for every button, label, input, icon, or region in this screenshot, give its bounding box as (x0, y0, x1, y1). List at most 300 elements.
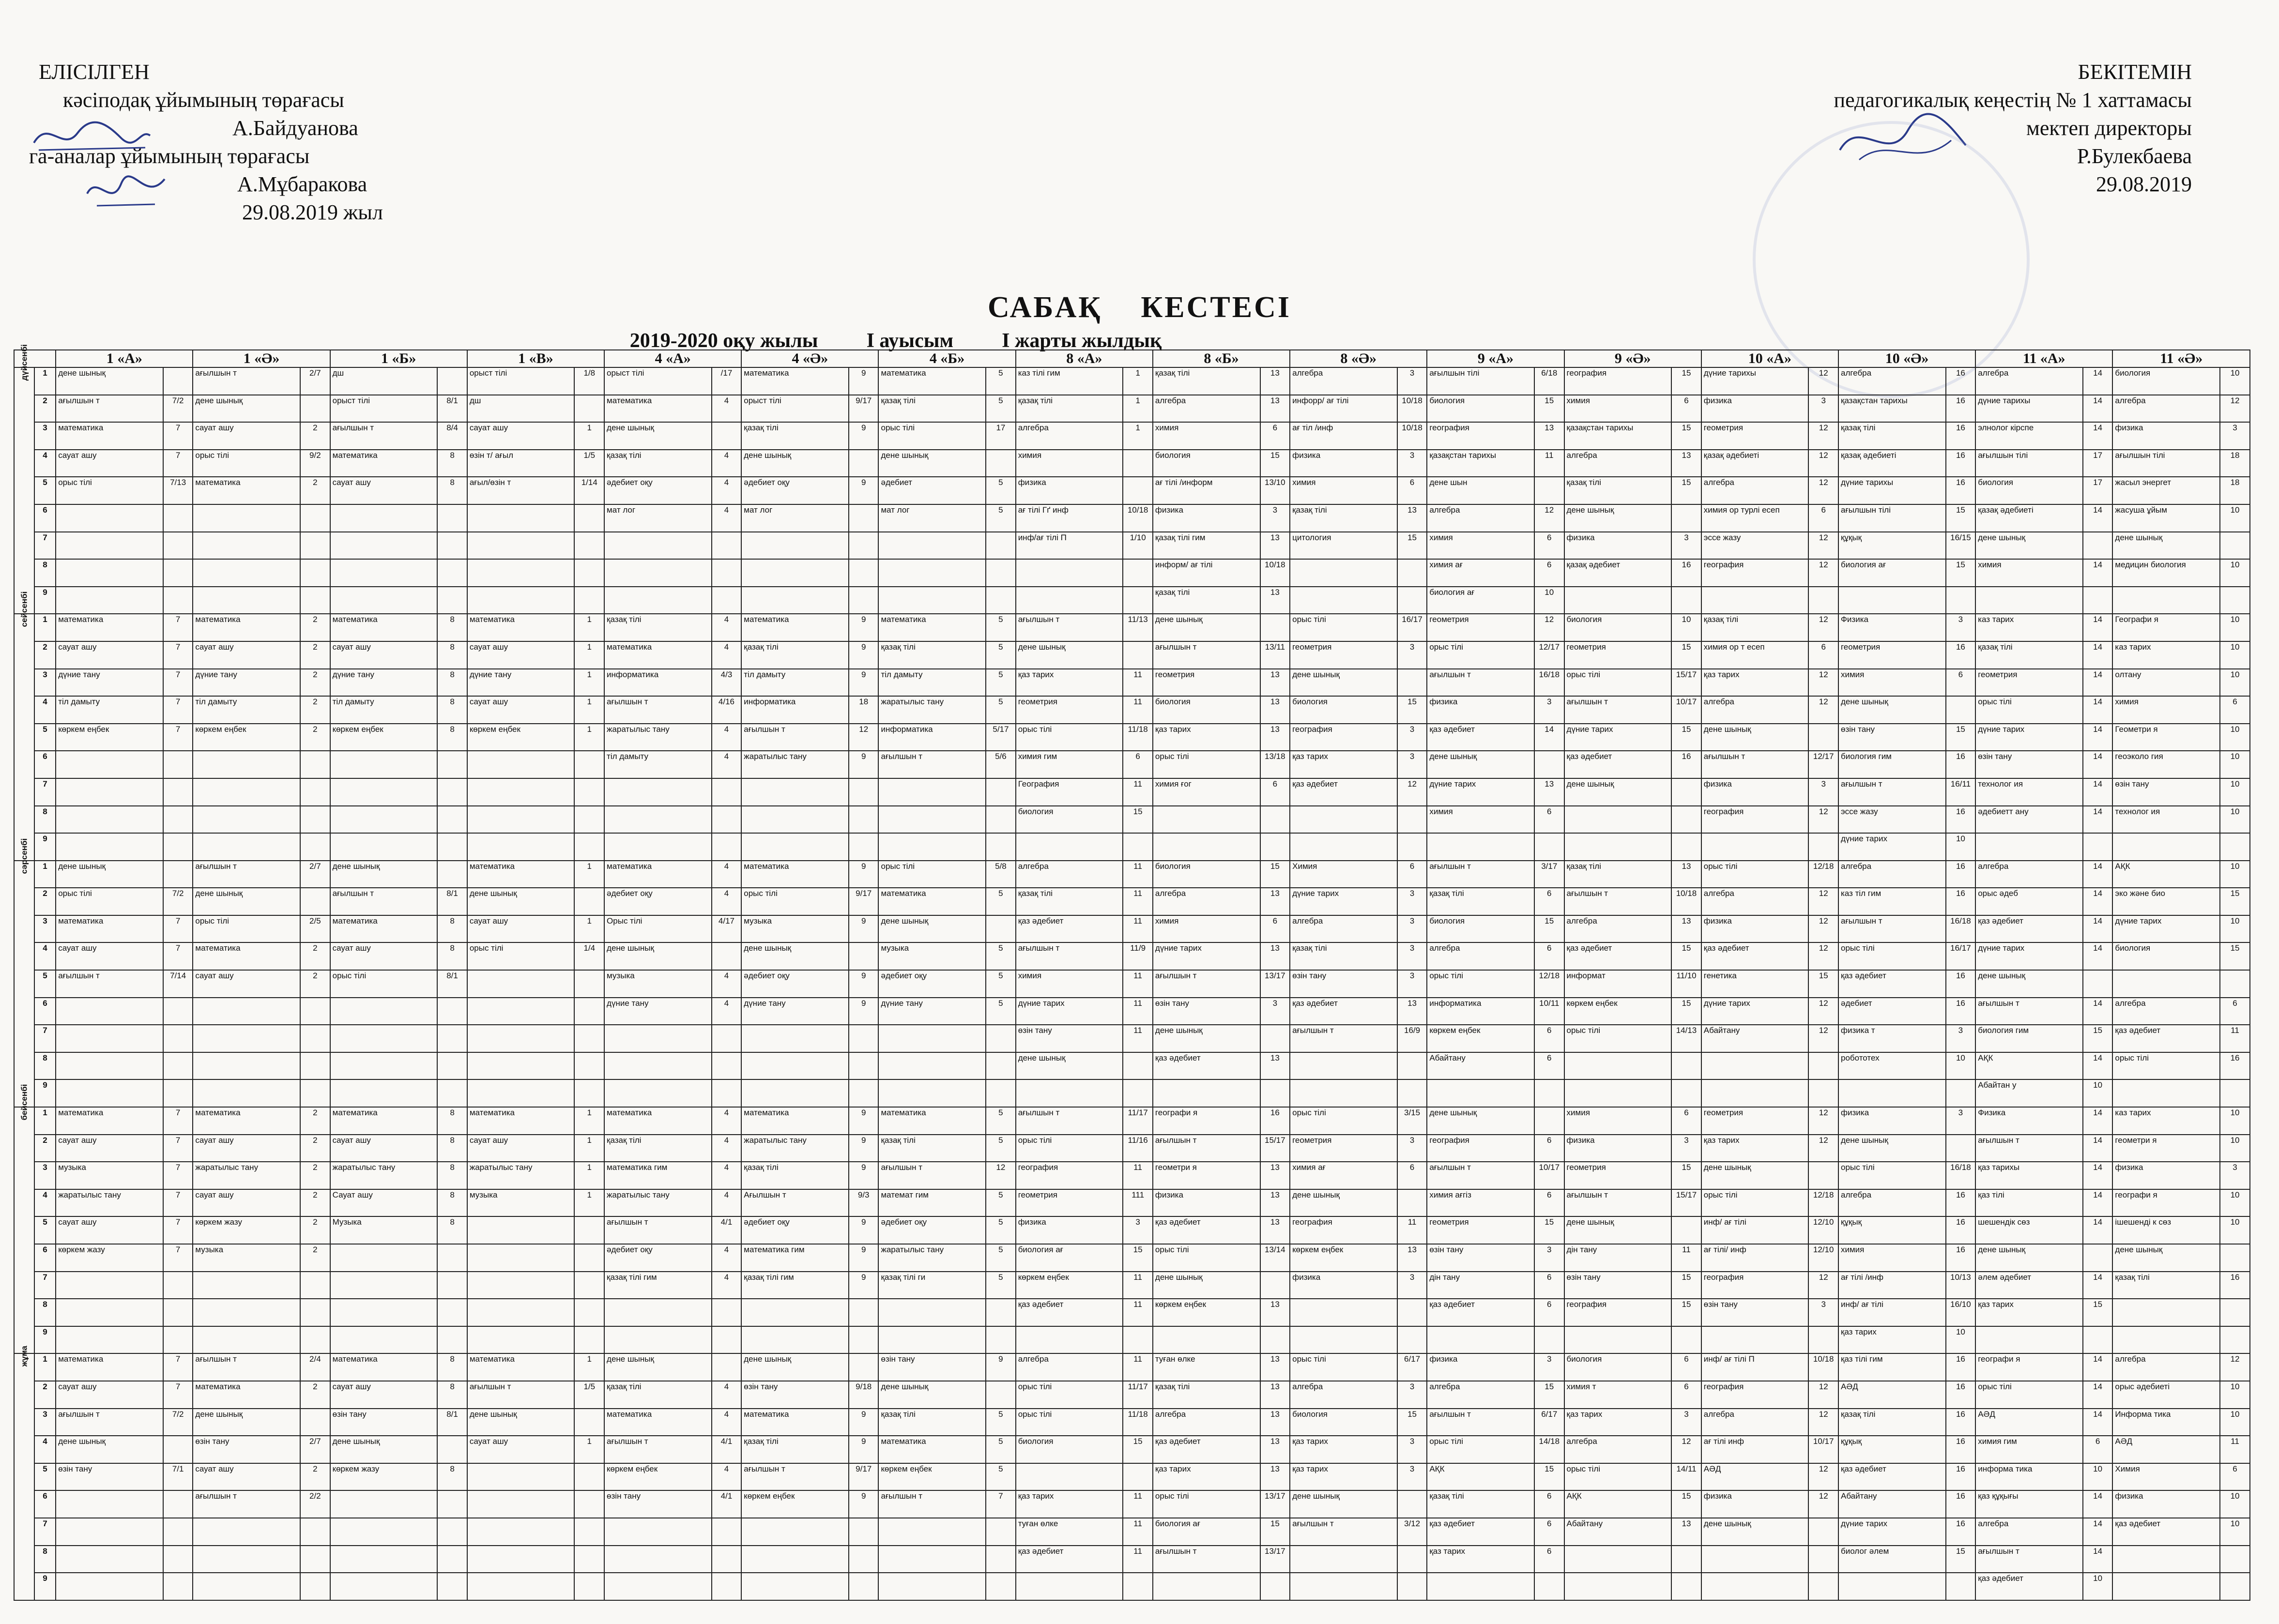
lesson-number: 5 (34, 1216, 56, 1244)
lesson-number: 4 (34, 1189, 56, 1217)
room-cell: 3 (1397, 724, 1427, 751)
room-cell: 15 (1671, 367, 1701, 395)
subject-cell: химия (1564, 1107, 1672, 1135)
subject-cell (741, 806, 849, 834)
subject-cell: география (1290, 1216, 1397, 1244)
room-cell: 13 (1260, 696, 1290, 724)
room-cell: 10 (2083, 1463, 2113, 1491)
subject-cell: Физика (1975, 1107, 2083, 1135)
subject-cell: қаз әдебиет (1838, 970, 1946, 998)
room-cell: 12 (1808, 477, 1838, 504)
subject-cell: ағылшын т (330, 422, 438, 450)
room-cell (300, 1546, 330, 1573)
subject-cell: сауат ашу (330, 942, 438, 970)
room-cell: 13 (1260, 1052, 1290, 1080)
room-cell: 1 (574, 1436, 604, 1463)
room-cell (1808, 1326, 1838, 1354)
lesson-number: 9 (34, 1573, 56, 1600)
subject-cell: биология (1564, 1353, 1672, 1381)
room-cell: 8 (437, 696, 467, 724)
subject-cell (1153, 1326, 1260, 1354)
room-cell: 2 (300, 942, 330, 970)
subject-cell: қазақ тілі (1427, 1490, 1534, 1518)
room-cell: 4 (712, 998, 742, 1025)
room-cell: 16 (1946, 1490, 1976, 1518)
room-cell: 16 (1260, 1107, 1290, 1135)
subject-cell: дене шынық (56, 861, 163, 888)
subject-cell: математика (741, 367, 849, 395)
subject-cell: биология ағ (1016, 1244, 1123, 1272)
room-cell: 3 (1397, 1381, 1427, 1409)
room-cell: 7 (163, 1244, 193, 1272)
room-cell: 16 (1946, 888, 1976, 915)
room-cell (437, 367, 467, 395)
subject-cell: физика (1701, 1490, 1809, 1518)
subject-cell: математика (741, 1107, 849, 1135)
subject-cell: химия ғог (1153, 778, 1260, 806)
subject-cell: ағылшын т (1564, 696, 1672, 724)
subject-cell: ағылшын т (604, 1436, 712, 1463)
room-cell: 13/18 (1260, 751, 1290, 778)
room-cell: 8 (437, 1162, 467, 1189)
room-cell: 14/11 (1671, 1463, 1701, 1491)
room-cell: 7 (163, 696, 193, 724)
room-cell: 7 (163, 1381, 193, 1409)
room-cell: 12 (2220, 1353, 2250, 1381)
subject-cell: информатика (604, 669, 712, 697)
subject-cell: орыс тілі (330, 970, 438, 998)
room-cell: 9 (849, 915, 879, 943)
subject-cell: мат лог (741, 504, 849, 532)
room-cell: 1 (574, 641, 604, 669)
room-cell: 16 (1946, 806, 1976, 834)
subject-cell (604, 1052, 712, 1080)
room-cell: 3 (2220, 1162, 2250, 1189)
room-cell: 14 (2083, 1189, 2113, 1217)
room-cell: 8 (437, 614, 467, 641)
room-cell: 3/17 (1534, 861, 1564, 888)
room-cell (574, 1463, 604, 1491)
room-cell: 10/18 (1397, 422, 1427, 450)
subject-cell: алгебра (1427, 942, 1534, 970)
room-cell: 1 (574, 1107, 604, 1135)
subject-cell (330, 1518, 438, 1546)
subject-cell: дене шынық (741, 450, 849, 477)
subject-cell: орыс тілі (467, 942, 575, 970)
subject-cell: дүние тарих (1975, 942, 2083, 970)
room-cell: 5 (986, 1189, 1016, 1217)
room-cell: 11 (1123, 1353, 1153, 1381)
subject-cell (2112, 1299, 2220, 1326)
room-cell: 16 (1946, 998, 1976, 1025)
subject-cell: математика (878, 1107, 986, 1135)
room-cell (849, 1573, 879, 1600)
subject-cell: тіл дамыту (330, 696, 438, 724)
subject-cell: алгебра (1838, 367, 1946, 395)
subject-cell: ағылшын т (1290, 1025, 1397, 1052)
room-cell: 10/18 (1808, 1353, 1838, 1381)
subject-cell: ағылшын тілі (1427, 367, 1534, 395)
subject-cell: дүние тану (604, 998, 712, 1025)
subject-cell (878, 1299, 986, 1326)
subject-cell (56, 751, 163, 778)
subject-cell: көркем еңбек (1427, 1025, 1534, 1052)
lesson-row (14, 1025, 2250, 1052)
room-cell (163, 1490, 193, 1518)
room-cell (986, 833, 1016, 861)
subject-cell (330, 806, 438, 834)
room-cell: 15 (1534, 1216, 1564, 1244)
room-cell: 9 (986, 1353, 1016, 1381)
subject-cell: дене шынық (1153, 1272, 1260, 1299)
room-cell: 12/17 (1808, 751, 1838, 778)
room-cell: 12 (1808, 532, 1838, 560)
room-cell (574, 1025, 604, 1052)
subject-cell: дене шынық (467, 888, 575, 915)
subject-cell: каз тіл гим (1838, 888, 1946, 915)
room-cell (712, 1079, 742, 1107)
room-cell (712, 1573, 742, 1600)
subject-cell: ағылшын т (1016, 1107, 1123, 1135)
subject-cell (878, 1546, 986, 1573)
subject-cell (741, 1079, 849, 1107)
subject-cell: ағылшын т (193, 1353, 300, 1381)
lesson-row (14, 1546, 2250, 1573)
subject-cell: генетика (1701, 970, 1809, 998)
subject-cell: дене шынық (1975, 1244, 2083, 1272)
room-cell: 7 (163, 422, 193, 450)
lesson-number: 6 (34, 1244, 56, 1272)
room-cell (2220, 1079, 2250, 1107)
room-cell (1534, 1107, 1564, 1135)
room-cell (1946, 1079, 1976, 1107)
subject-cell: биология (1427, 915, 1534, 943)
room-cell (1534, 1079, 1564, 1107)
subject-cell: қаз тарих (1701, 1135, 1809, 1162)
subject-cell: сауат ашу (193, 1463, 300, 1491)
room-cell: 3 (1534, 1244, 1564, 1272)
day-name: сейсенбі (19, 592, 29, 627)
subject-cell: АҚК (1564, 1490, 1672, 1518)
room-cell (437, 532, 467, 560)
subject-cell: химия гим (1975, 1436, 2083, 1463)
room-cell: 14 (1534, 724, 1564, 751)
subject-cell: қаз тарих (1838, 1326, 1946, 1354)
subject-cell: орыст тілі (330, 395, 438, 423)
room-cell (1397, 669, 1427, 697)
subject-cell: алгебра (1290, 915, 1397, 943)
subject-cell: Абайтану (1838, 1490, 1946, 1518)
room-cell: 17 (2083, 477, 2113, 504)
subject-cell: қаз әдебиет (1975, 1573, 2083, 1600)
subject-cell: қазақ тілі (1016, 888, 1123, 915)
subject-cell (2112, 587, 2220, 614)
room-cell: 4 (712, 641, 742, 669)
subject-cell: жасыл энергет (2112, 477, 2220, 504)
subject-cell (56, 806, 163, 834)
subject-cell (741, 559, 849, 587)
room-cell: 3 (1397, 1463, 1427, 1491)
room-cell: 6/17 (1397, 1353, 1427, 1381)
room-cell (849, 532, 879, 560)
subject-cell: өзін тану (1975, 751, 2083, 778)
subject-cell: дүние тану (741, 998, 849, 1025)
lesson-row (14, 724, 2250, 751)
room-cell (300, 751, 330, 778)
room-cell (712, 806, 742, 834)
room-cell: 5 (986, 1409, 1016, 1436)
room-cell: 6 (1534, 1135, 1564, 1162)
subject-cell: ағылшын т (193, 1490, 300, 1518)
room-cell (574, 587, 604, 614)
lesson-number: 7 (34, 778, 56, 806)
subject-cell: әдебиет (878, 477, 986, 504)
subject-cell: Химия (2112, 1463, 2220, 1491)
subject-cell: ағ тілі /информ (1153, 477, 1260, 504)
subject-cell: ағылшын т (878, 1162, 986, 1189)
subject-cell: география (1701, 1272, 1809, 1299)
lesson-number: 2 (34, 395, 56, 423)
room-cell (163, 532, 193, 560)
room-cell (1534, 477, 1564, 504)
room-cell: 15 (2220, 888, 2250, 915)
subject-cell (193, 587, 300, 614)
room-cell: 13 (1260, 1216, 1290, 1244)
room-cell (849, 450, 879, 477)
subject-cell: музыка (878, 942, 986, 970)
room-cell: 14 (2083, 751, 2113, 778)
subject-cell (193, 504, 300, 532)
room-cell: 6 (1671, 395, 1701, 423)
subject-cell (467, 1079, 575, 1107)
room-cell: 8/1 (437, 1409, 467, 1436)
subject-cell: алгебра (1564, 1436, 1672, 1463)
subject-cell: ағ тілі /инф (1838, 1272, 1946, 1299)
subject-cell: алгебра (1153, 395, 1260, 423)
subject-cell: алгебра (2112, 1353, 2220, 1381)
subject-cell (1701, 587, 1809, 614)
subject-cell: қаз әдебиет (1975, 915, 2083, 943)
subject-cell (1564, 1052, 1672, 1080)
subject-cell: физика (1153, 1189, 1260, 1217)
subject-cell: математика (741, 1409, 849, 1436)
room-cell: 7 (163, 641, 193, 669)
subject-cell (193, 998, 300, 1025)
room-cell: 4 (712, 1244, 742, 1272)
subject-cell: орыс тілі (1564, 669, 1672, 697)
lesson-number: 7 (34, 1272, 56, 1299)
room-cell: 9 (849, 422, 879, 450)
subject-cell: орыс тілі (1290, 614, 1397, 641)
room-cell: 12 (1808, 614, 1838, 641)
subject-cell (467, 587, 575, 614)
subject-cell (56, 587, 163, 614)
room-cell (300, 1326, 330, 1354)
room-cell (1397, 1189, 1427, 1217)
subject-cell (330, 998, 438, 1025)
subject-cell (193, 833, 300, 861)
subject-cell (1016, 587, 1123, 614)
subject-cell: география (1427, 1135, 1534, 1162)
room-cell: 15 (1946, 724, 1976, 751)
subject-cell (1427, 1573, 1534, 1600)
room-cell (574, 806, 604, 834)
room-cell: 13 (1671, 861, 1701, 888)
room-cell: 13 (1397, 1244, 1427, 1272)
subject-cell (878, 1573, 986, 1600)
room-cell: 9 (849, 1409, 879, 1436)
subject-cell: математика (878, 888, 986, 915)
subject-cell: физика (1701, 395, 1809, 423)
subject-cell: қазақ тілі (1564, 477, 1672, 504)
room-cell: 6 (1808, 641, 1838, 669)
room-cell: 7 (163, 669, 193, 697)
room-cell: 10/18 (1123, 504, 1153, 532)
lesson-row (14, 614, 2250, 641)
subject-cell (741, 1326, 849, 1354)
room-cell (1260, 1025, 1290, 1052)
subject-cell: қаз әдебиет (1427, 1518, 1534, 1546)
room-cell (1123, 1573, 1153, 1600)
day-label (14, 838, 34, 1107)
subject-cell: ағылшын т (1427, 1409, 1534, 1436)
room-cell: 10/18 (1260, 559, 1290, 587)
subject-cell: орыс тілі (1016, 1381, 1123, 1409)
subject-cell (2112, 1326, 2220, 1354)
room-cell: 12 (1808, 998, 1838, 1025)
room-cell: 15 (1671, 1162, 1701, 1189)
subject-cell: жаратылыс тану (56, 1189, 163, 1217)
lesson-number: 3 (34, 915, 56, 943)
room-cell: 7/13 (163, 477, 193, 504)
room-cell: 9 (849, 1216, 879, 1244)
subject-cell (1153, 1079, 1260, 1107)
room-cell (574, 1244, 604, 1272)
room-cell: 8/4 (437, 422, 467, 450)
subject-cell: әдебиет оқу (741, 477, 849, 504)
subject-cell (1975, 1326, 2083, 1354)
room-cell: 9 (849, 861, 879, 888)
room-cell: 11 (1123, 1272, 1153, 1299)
room-cell: 2 (300, 422, 330, 450)
room-cell: 9 (849, 970, 879, 998)
lesson-number: 6 (34, 751, 56, 778)
room-cell: 1 (1123, 367, 1153, 395)
subject-cell: биология (1153, 450, 1260, 477)
subject-cell: физика (1427, 696, 1534, 724)
room-cell: 11/18 (1123, 724, 1153, 751)
room-cell (2083, 587, 2113, 614)
subject-cell: қаз тарих (1290, 1436, 1397, 1463)
class-header: 9 «Ә» (1564, 350, 1701, 367)
subject-cell: өзін тану (1427, 1244, 1534, 1272)
room-cell (300, 833, 330, 861)
subject-cell: математика (193, 614, 300, 641)
subject-cell: орыс тілі (1701, 1189, 1809, 1217)
subject-cell: әдебиет оқу (878, 970, 986, 998)
room-cell (1123, 1052, 1153, 1080)
subject-cell: Абайтану (1564, 1518, 1672, 1546)
subject-cell: геометри я (1153, 1162, 1260, 1189)
subject-cell: инфорр/ ағ тілі (1290, 395, 1397, 423)
subject-cell: орыс тілі (1427, 1436, 1534, 1463)
room-cell (1808, 1573, 1838, 1600)
room-cell: 14 (2083, 696, 2113, 724)
room-cell (712, 833, 742, 861)
room-cell: 16/18 (1534, 669, 1564, 697)
subject-cell: ағылшын тілі (2112, 450, 2220, 477)
lesson-row (14, 669, 2250, 697)
subject-cell (330, 778, 438, 806)
room-cell: 11 (1123, 1162, 1153, 1189)
subject-cell (1290, 1573, 1397, 1600)
room-cell: 12 (1808, 942, 1838, 970)
room-cell: 6 (1534, 532, 1564, 560)
subject-cell: математика (741, 861, 849, 888)
subject-cell (330, 559, 438, 587)
subject-cell: дене шынық (193, 395, 300, 423)
subject-cell: алгебра (1975, 861, 2083, 888)
lesson-number: 2 (34, 1381, 56, 1409)
room-cell: 16/9 (1397, 1025, 1427, 1052)
subject-cell: физика (1701, 915, 1809, 943)
room-cell: 4 (712, 751, 742, 778)
lesson-row (14, 1381, 2250, 1409)
subject-cell: дене шынық (2112, 532, 2220, 560)
room-cell: 2 (300, 477, 330, 504)
room-cell (986, 1025, 1016, 1052)
room-cell: 12 (1808, 367, 1838, 395)
lesson-row (14, 504, 2250, 532)
room-cell: 1 (574, 1135, 604, 1162)
room-cell (849, 1326, 879, 1354)
room-cell (712, 422, 742, 450)
room-cell (437, 1573, 467, 1600)
room-cell: 10 (1671, 614, 1701, 641)
room-cell: 5 (986, 1436, 1016, 1463)
room-cell: 7 (163, 724, 193, 751)
room-cell: 9 (849, 1244, 879, 1272)
subject-cell (193, 1326, 300, 1354)
subject-cell: математика (56, 1353, 163, 1381)
subject-cell: ағылшын тілі (1838, 504, 1946, 532)
room-cell: 16 (1671, 751, 1701, 778)
room-cell: 2/2 (300, 1490, 330, 1518)
subject-cell: биология (2112, 367, 2220, 395)
subject-cell (330, 751, 438, 778)
room-cell: 5 (986, 888, 1016, 915)
subject-cell: дене шынық (1290, 669, 1397, 697)
room-cell (1671, 1079, 1701, 1107)
room-cell: 4/1 (712, 1216, 742, 1244)
room-cell: 11 (1123, 669, 1153, 697)
room-cell (437, 1518, 467, 1546)
subject-cell: қазақ тілі гим (741, 1272, 849, 1299)
room-cell: 13 (1260, 1381, 1290, 1409)
lesson-row (14, 861, 2250, 888)
room-cell: 5 (986, 998, 1016, 1025)
room-cell: 4 (712, 1162, 742, 1189)
lesson-number: 6 (34, 504, 56, 532)
room-cell: 10 (2220, 1107, 2250, 1135)
room-cell: 14 (2083, 395, 2113, 423)
room-cell: 2/7 (300, 861, 330, 888)
subject-cell: орыс тілі (1838, 1162, 1946, 1189)
subject-cell: ағылшын т (330, 888, 438, 915)
room-cell (163, 367, 193, 395)
subject-cell: орыс тілі (1016, 1135, 1123, 1162)
subject-cell: қазақ тілі (1838, 1409, 1946, 1436)
